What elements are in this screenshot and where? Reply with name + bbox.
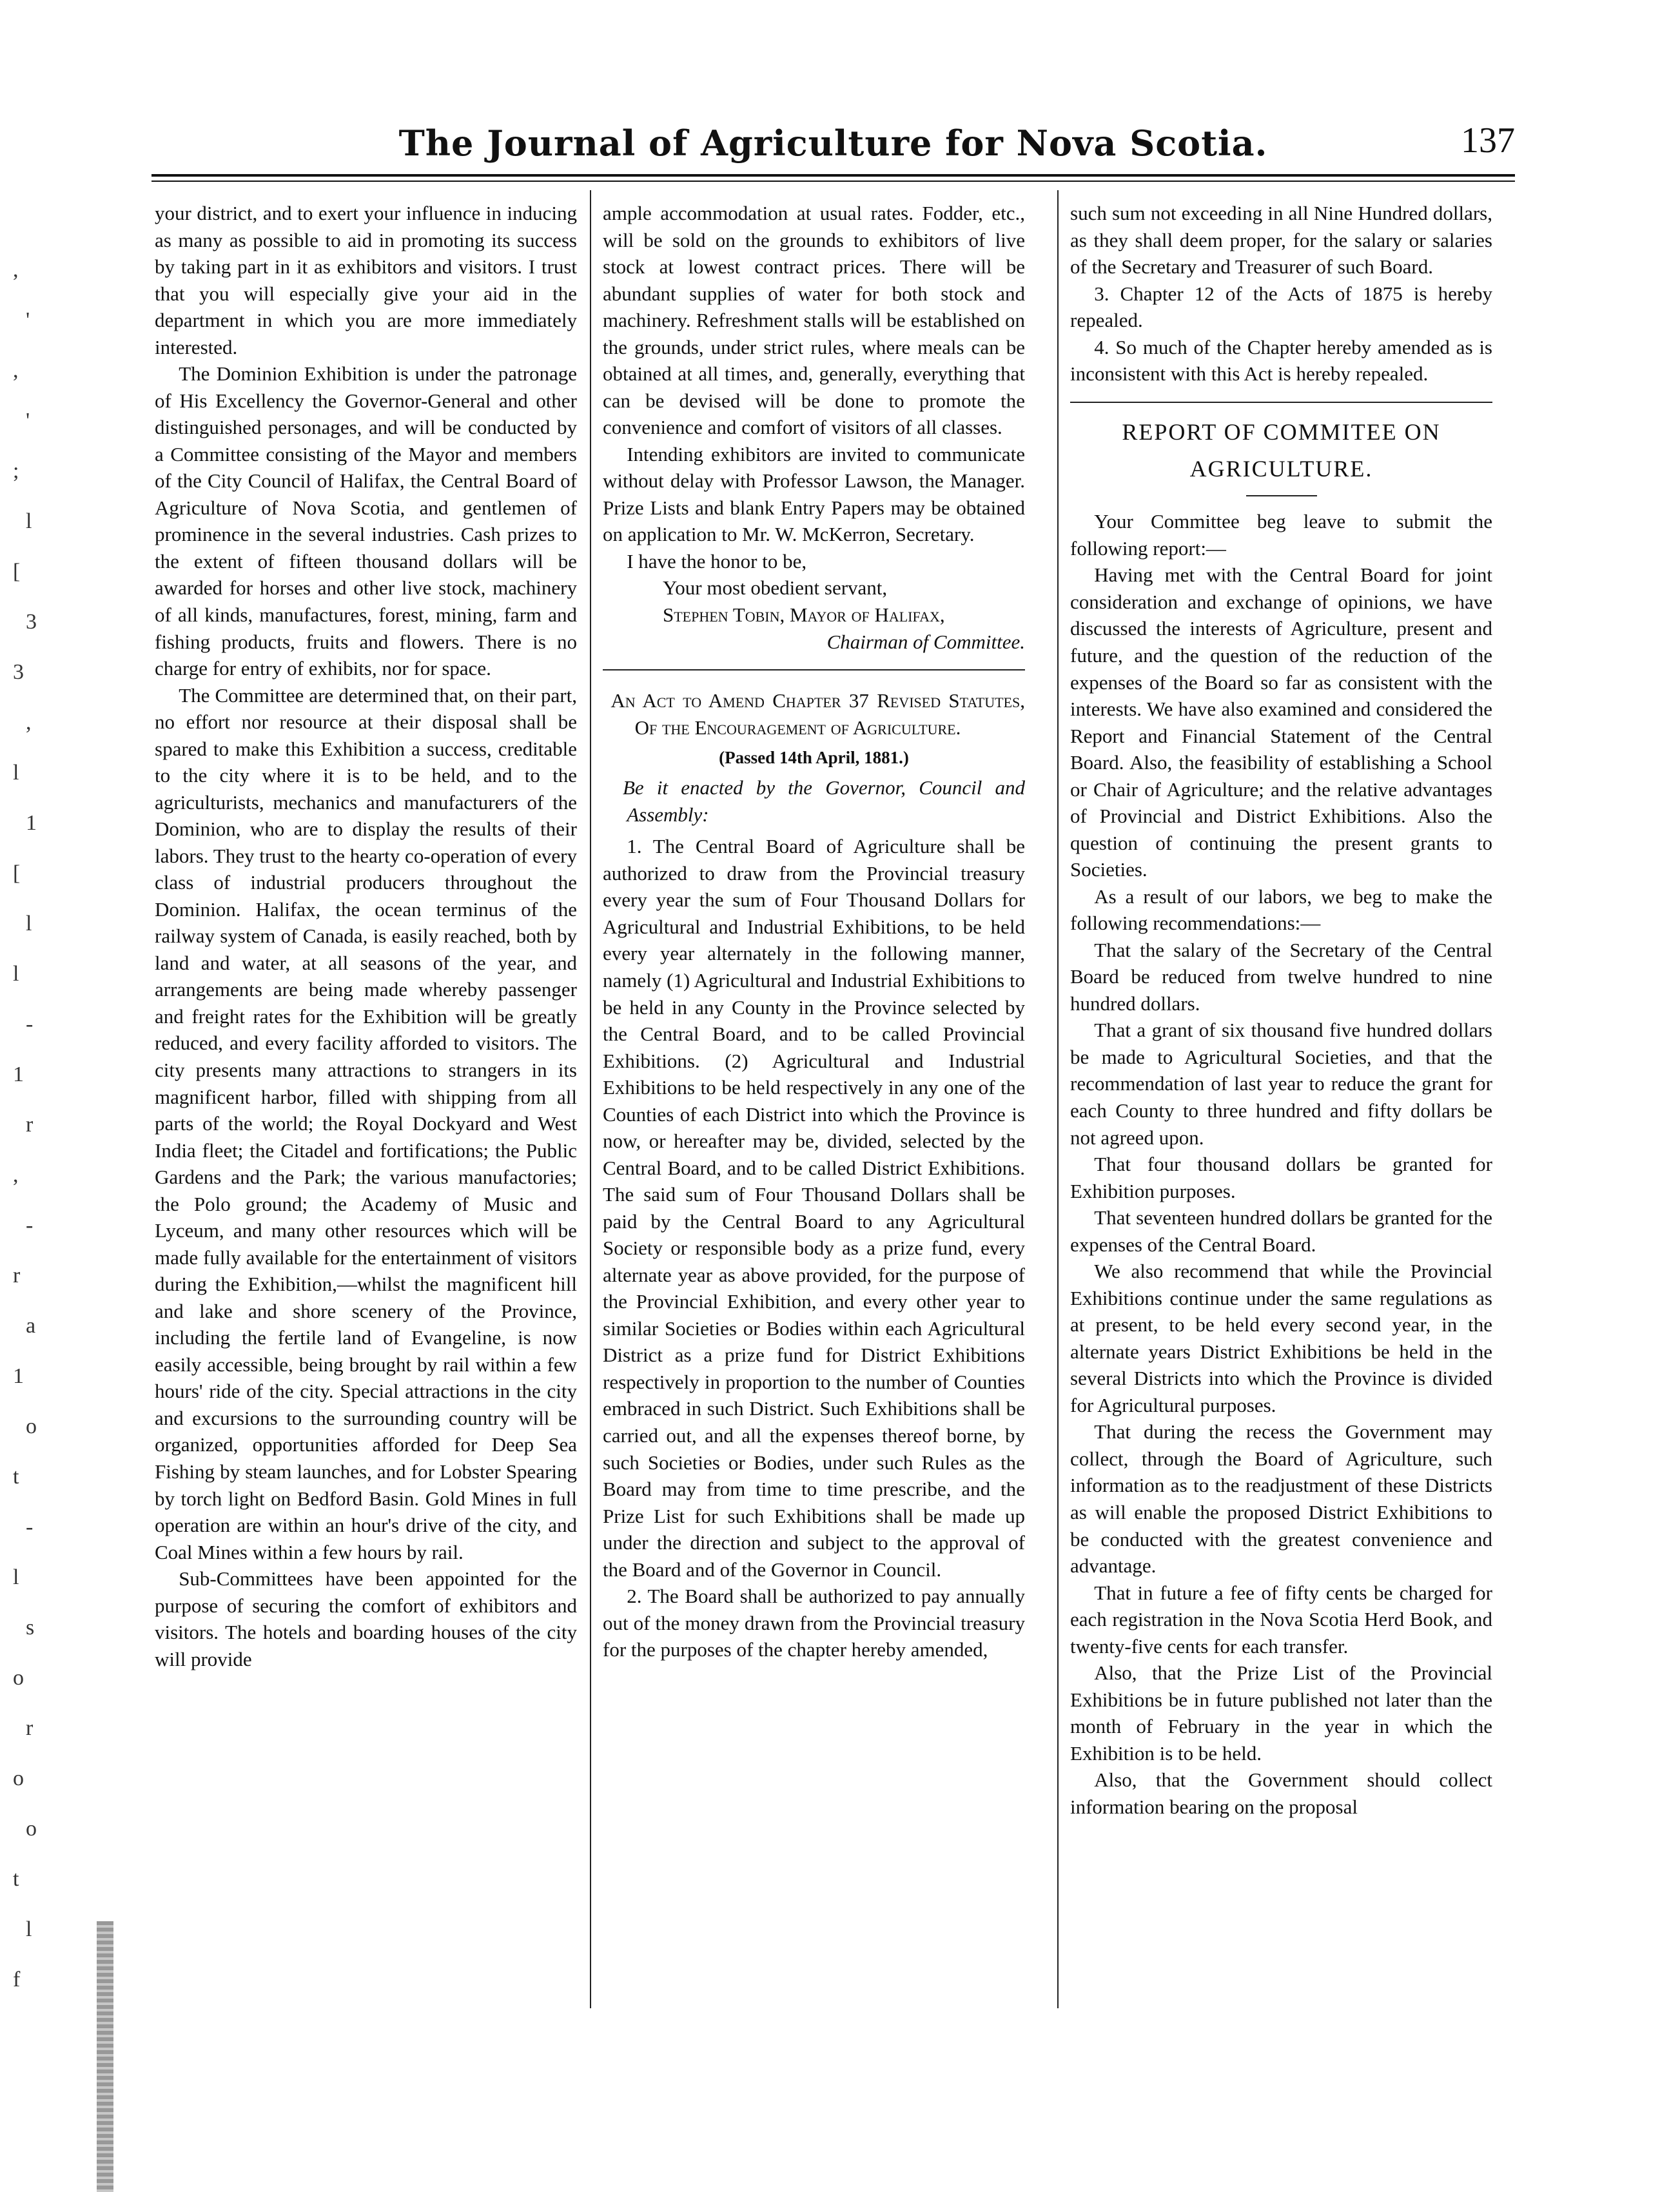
- gutter-mark: 1: [26, 811, 37, 835]
- gutter-mark: l: [13, 1565, 19, 1589]
- gutter-mark: 1: [13, 1062, 24, 1086]
- paragraph: such sum not exceeding in all Nine Hundred dollars, as they shall deem proper, for the salary or salaries of the Secretary and Treasurer of such Board.: [1070, 202, 1492, 279]
- paragraph: Having met with the Central Board for joint consideration and exchange of opinions, we have discussed the interests of Agriculture, present and future, and the question of the reduction of the expenses of the Board so far as consistent with the interests. We have also examined and considered the Report and Financial Statement of the Central Board. Also, the feasibility of establishing a School or Chair of Agriculture; and the relative advantages of Provincial and District Exhibitions. Also the question of continuing the present grants to Societies.: [1070, 563, 1492, 881]
- paragraph: That the salary of the Secretary of the Central Board be reduced from twelve hundred to nine hundred dollars.: [1070, 938, 1492, 1015]
- gutter-mark: l: [26, 1917, 32, 1941]
- paragraph: That in future a fee of fifty cents be charged for each registration in the Nova Scotia Herd Book, and twenty-five cents for each transfer.: [1070, 1581, 1492, 1658]
- gutter-mark: l: [13, 962, 19, 986]
- gutter-mark: [: [13, 861, 21, 885]
- gutter-mark: t: [13, 1867, 19, 1891]
- paragraph: The Committee are determined that, on their part, no effort nor resource at their disposal shall be spared to make this Exhibition a success, creditable to the city where it is to be held, and to the agriculturists, mechanics and manufacturers of the Dominion, who are to display the results of their labors. They trust to the hearty co-operation of every class of industrial producers throughout the Dominion. Halifax, the ocean terminus of the railway system of Canada, is easily reached, both by land and water, at all seasons of the year, and arrangements are being made whereby passenger and freight rates for the Exhibition will be greatly reduced, and every facility afforded to visitors. The city presents many attractions to strangers in its magnificent harbor, filled with shipping from all parts of the world; the Royal Dockyard and West India fleet; the Citadel and fortifications; the Public Gardens and the Park; the various manufactories; the Polo ground; the Academy of Music and Lyceum, and many other resources which will be made fully available for the entertainment of visitors during the Exhibition,—whilst the magnificent hill and lake and shore scenery of the Province, including the fertile land of Evangeline, is now easily accessible, being brought by rail within a few hours' ride of the city. Special attractions in the city and excursions to the surrounding country will be organized, opportunities afforded for Deep Sea Fishing by steam launches, and for Lobster Spearing by torch light on Bedford Basin. Gold Mines in full operation are within an hour's drive of the city, and Coal Mines within a few hours by rail.: [155, 683, 577, 1563]
- signature-line: I have the honor to be,: [627, 549, 807, 572]
- paragraph: That four thousand dollars be granted for Exhibition purposes.: [1070, 1153, 1492, 1202]
- gutter-mark: s: [26, 1616, 35, 1639]
- gutter-mark: 1: [13, 1364, 24, 1388]
- gutter-mark: f: [13, 1968, 21, 1991]
- gutter-mark: l: [26, 509, 32, 533]
- page-number: 137: [1461, 121, 1515, 161]
- page-header: [151, 108, 1515, 179]
- gutter-mark: o: [13, 1666, 24, 1690]
- paragraph: That during the recess the Government may collect, through the Board of Agriculture, such information as to the readjustment of these Districts as will enable the proposed District Exhibitions to be conducted with the greatest convenience and advantage.: [1070, 1420, 1492, 1578]
- gutter-mark: 3: [26, 610, 37, 634]
- column-3: [1070, 200, 1492, 2134]
- gutter-mark: ': [26, 409, 30, 433]
- header-rule: [151, 174, 1515, 177]
- signature-line: Your most obedient servant,: [663, 576, 888, 600]
- act-passed-date: (Passed 14th April, 1881.): [719, 748, 909, 768]
- gutter-mark: r: [26, 1113, 34, 1137]
- act-section: 1. The Central Board of Agriculture shall be authorized to draw from the Provincial treasury every year the sum of Four Thousand Dollars for Agricultural and Industrial Exhibitions, to be held every year alternately in the following manner, namely (1) Agricultural and Industrial Exhibitions to be held in any County in the Province selected by the Central Board, and to be called Provincial Exhibitions. (2) Agricultural and Industrial Exhibitions to be held respectively in any one of the Counties of each District into which the Province is now, or hereafter may be, divided, selected by the Central Board, and to be called District Exhibitions. The said sum of Four Thousand Dollars shall be paid by the Central Board to any Agricultural Society or responsible body as a prize fund, every alternate year as above provided, for the purpose of the Provincial Exhibition, and every other year to similar Societies or Bodies within each Agricultural District as a prize fund for District Exhibitions respectively in proportion to the number of Counties embraced in such District. Such Exhibitions shall be carried out, and all the expenses thereof borne, by such Societies or Bodies, under such Rules as the Board may from time to time prescribe, and the Prize List for such Exhibitions shall be made up under the direction and subject to the approval of the Board and of the Governor in Council.: [603, 835, 1025, 1581]
- gutter-mark: o: [26, 1817, 37, 1841]
- header-rule-thin: [151, 181, 1515, 182]
- gutter-mark: o: [13, 1766, 24, 1790]
- gutter-mark: l: [26, 912, 32, 935]
- paragraph: Sub-Committees have been appointed for the purpose of securing the comfort of exhibitors and visitors. The hotels and boarding houses of the city will provide: [155, 1567, 577, 1670]
- act-section: 2. The Board shall be authorized to pay annually out of the money drawn from the Provincial treasury for the purposes of the chapter hereby amended,: [603, 1585, 1025, 1661]
- left-gutter: [0, 129, 135, 2192]
- paragraph: Your Committee beg leave to submit the following report:—: [1070, 510, 1492, 560]
- column-1: [155, 200, 577, 2134]
- gutter-mark: r: [26, 1716, 34, 1740]
- gutter-mark: 3: [13, 660, 24, 684]
- section-rule: [1070, 402, 1492, 403]
- paragraph: The Dominion Exhibition is under the patronage of His Excellency the Governor-General and other distinguished personages, and will be conducted by a Committee consisting of the Mayor and members of the City Council of Halifax, the Central Board of Agriculture of Nova Scotia, and gentlemen of prominence in the several industries. Cash prizes to the extent of fifteen thousand dollars will be awarded for horses and other live stock, machinery of all kinds, manufactures, forest, mining, farm and fishing products, fruits and flowers. There is no charge for entry of exhibits, nor for space.: [155, 362, 577, 680]
- paragraph: We also recommend that while the Provincial Exhibitions continue under the same regulations as at present, to be held every second year, in the alternate years District Exhibitions be held in the several Districts into which the Province is divided for Agricultural purposes.: [1070, 1260, 1492, 1416]
- act-section: 3. Chapter 12 of the Acts of 1875 is hereby repealed.: [1070, 282, 1492, 332]
- paragraph: Intending exhibitors are invited to communicate without delay with Professor Lawson, the Manager. Prize Lists and blank Entry Papers may be obtained on application to Mr. W. McKerron, Secretary.: [603, 442, 1025, 546]
- gutter-mark: -: [26, 1213, 34, 1237]
- binding-edge: [97, 1921, 113, 2192]
- gutter-mark: -: [26, 1515, 34, 1539]
- column-divider: [590, 190, 591, 2008]
- paragraph: your district, and to exert your influence in inducing as many as possible to aid in promoting its success by taking part in it as exhibitors and visitors. I trust that you will especially give your aid in the department in which you are more immediately interested.: [155, 202, 577, 358]
- gutter-mark: a: [26, 1314, 36, 1338]
- column-divider: [1057, 190, 1059, 2008]
- report-heading: REPORT OF COMMITEE ON: [1122, 418, 1441, 445]
- paragraph: Also, that the Government should collect information bearing on the proposal: [1070, 1768, 1492, 1818]
- act-section: 4. So much of the Chapter hereby amended as is inconsistent with this Act is hereby repealed.: [1070, 335, 1492, 386]
- paragraph: ample accommodation at usual rates. Fodder, etc., will be sold on the grounds to exhibitors of live stock at lowest contract prices. There will be abundant supplies of water for both stock and machinery. Refreshment stalls will be established on the grounds, under strict rules, where meals can be obtained at all times, and, generally, everything that can be devised will be done to promote the convenience and comfort of visitors of all classes.: [603, 202, 1025, 439]
- gutter-mark: l: [13, 761, 19, 785]
- gutter-mark: -: [26, 1012, 34, 1036]
- paragraph: That seventeen hundred dollars be granted for the expenses of the Central Board.: [1070, 1206, 1492, 1256]
- paragraph: That a grant of six thousand five hundred dollars be made to Agricultural Societies, and that the recommendation of last year to reduce the grant for each County to three hundred and fifty dollars be not agreed upon.: [1070, 1019, 1492, 1149]
- gutter-mark: o: [26, 1414, 37, 1438]
- act-title: An Act to Amend Chapter 37 Revised Statutes, Of the Encouragement of Agriculture.: [610, 689, 1025, 739]
- gutter-mark: ,: [13, 358, 19, 382]
- gutter-mark: ,: [13, 258, 19, 282]
- gutter-mark: ,: [26, 710, 32, 734]
- paragraph: As a result of our labors, we beg to make the following recommendations:—: [1070, 885, 1492, 935]
- report-heading: AGRICULTURE.: [1189, 455, 1373, 482]
- gutter-mark: [: [13, 560, 21, 583]
- column-2: [603, 200, 1025, 2134]
- gutter-mark: r: [13, 1264, 21, 1287]
- gutter-mark: t: [13, 1465, 19, 1489]
- journal-title: The Journal of Agriculture for Nova Scotia.: [398, 122, 1268, 164]
- heading-rule: [1246, 495, 1317, 496]
- gutter-mark: ;: [13, 459, 19, 483]
- signature-name: Stephen Tobin, Mayor of Halifax,: [663, 603, 945, 626]
- gutter-mark: ,: [13, 1163, 19, 1187]
- section-rule: [603, 669, 1025, 670]
- paragraph: Also, that the Prize List of the Provincial Exhibitions be in future published not later than the month of February in the year in which the Exhibition is to be held.: [1070, 1661, 1492, 1765]
- signature-title: Chairman of Committee.: [826, 630, 1025, 653]
- act-enacting-clause: Be it enacted by the Governor, Council and Assembly:: [623, 776, 1025, 826]
- gutter-mark: ': [26, 308, 30, 332]
